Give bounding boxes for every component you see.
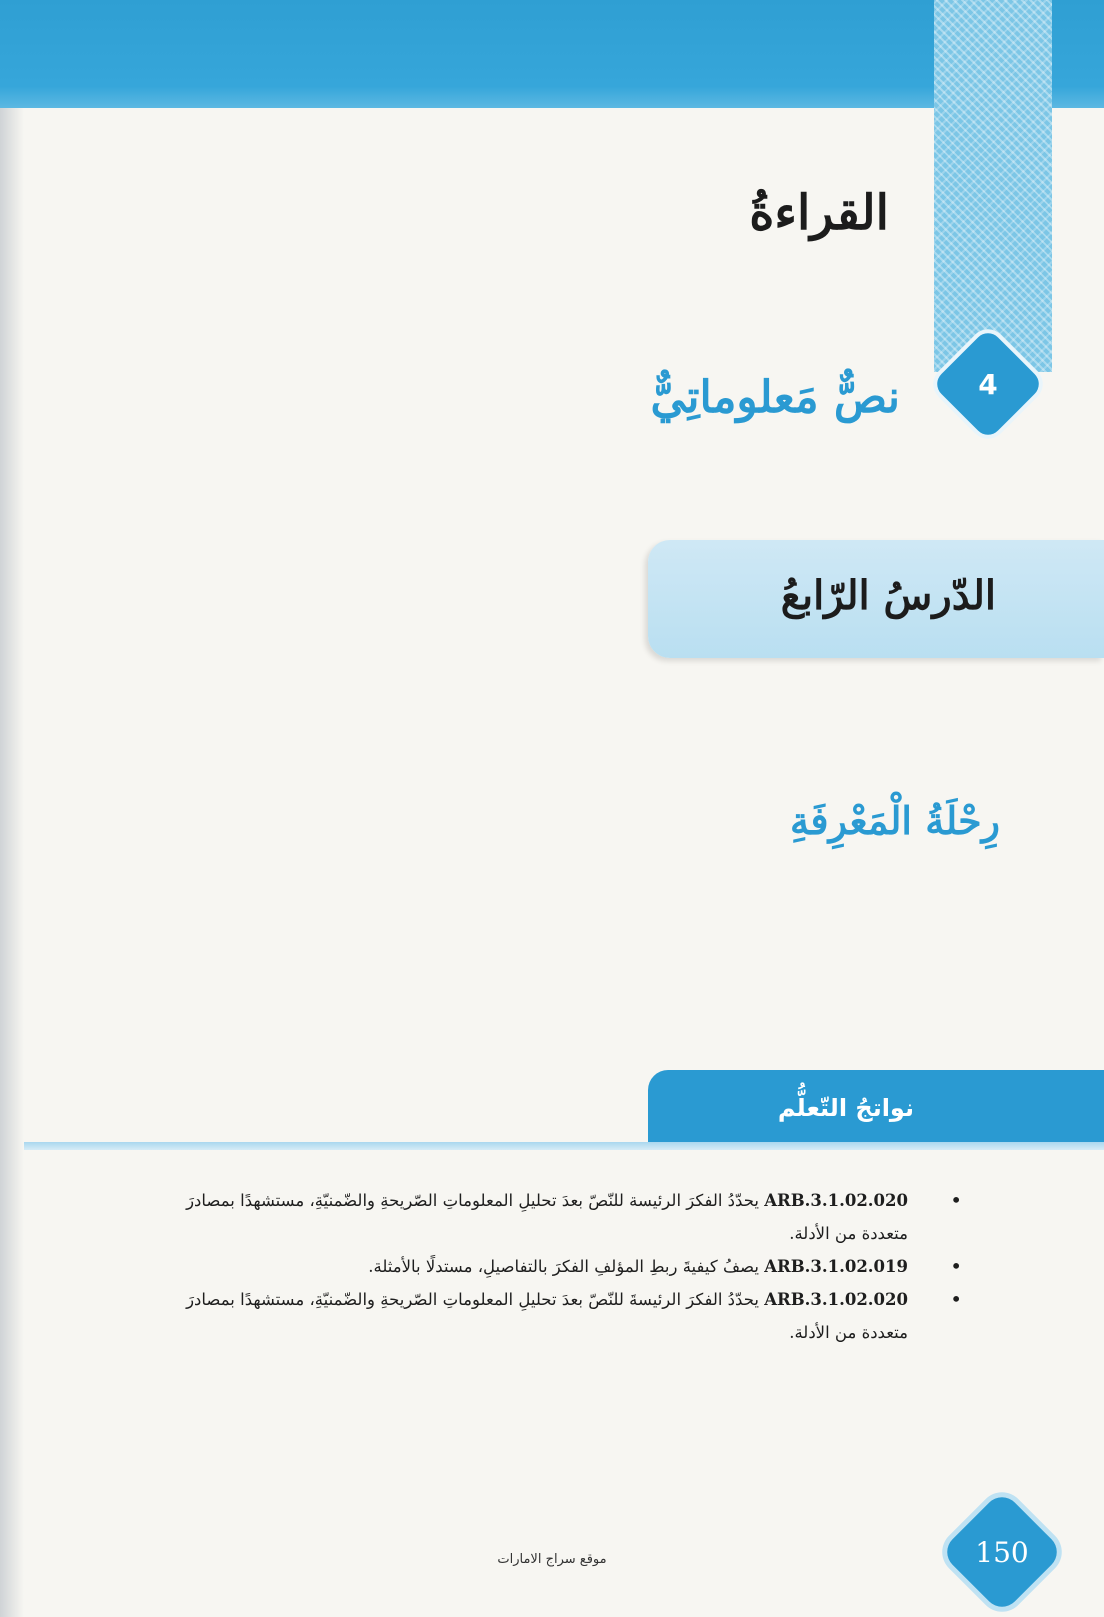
decorative-strip: [934, 0, 1052, 372]
chapter-title: القراءةُ: [749, 185, 889, 241]
unit-number: 4: [978, 367, 998, 401]
section-divider: [24, 1142, 1104, 1150]
binding-shadow: [0, 108, 24, 1617]
outcome-code: ARB.3.1.02.020: [764, 1191, 908, 1210]
outcome-code: ARB.3.1.02.019: [764, 1257, 908, 1276]
footer-source: موقع سراج الامارات: [497, 1552, 607, 1567]
unit-title: نصٌّ مَعلوماتِيٌّ: [650, 372, 900, 423]
lesson-subtitle: رِحْلَةُ الْمَعْرِفَةِ: [790, 798, 1000, 843]
lesson-title: الدّرسُ الرّابعُ: [780, 572, 996, 619]
page-number: 150: [975, 1535, 1029, 1569]
outcome-item: [148, 1283, 908, 1349]
outcome-item: [148, 1184, 908, 1250]
learning-outcomes-title: نواتجُ التّعلُّم: [777, 1094, 914, 1122]
outcome-text: يصفُ كيفيةَ ربطِ المؤلفِ الفكرَ بالتفاصيلِ، مستدلًا بالأمثلة.: [368, 1257, 759, 1276]
outcome-code: ARB.3.1.02.020: [764, 1290, 908, 1309]
outcome-item: [148, 1250, 908, 1283]
outcome-text: يحدّدُ الفكرَ الرئيسةَ للنّصّ بعدَ تحليلِ المعلوماتِ الصّريحةِ والضّمنيّةِ، مستشهدًا بمصادرَ متعددة من الأدلة.: [186, 1290, 908, 1342]
learning-outcomes-list: [148, 1184, 936, 1349]
outcome-text: يحدّدُ الفكرَ الرئيسة للنّصّ بعدَ تحليلِ المعلوماتِ الصّريحةِ والضّمنيّةِ، مستشهدًا بمصادرَ متعددة من الأدلة.: [186, 1191, 908, 1243]
